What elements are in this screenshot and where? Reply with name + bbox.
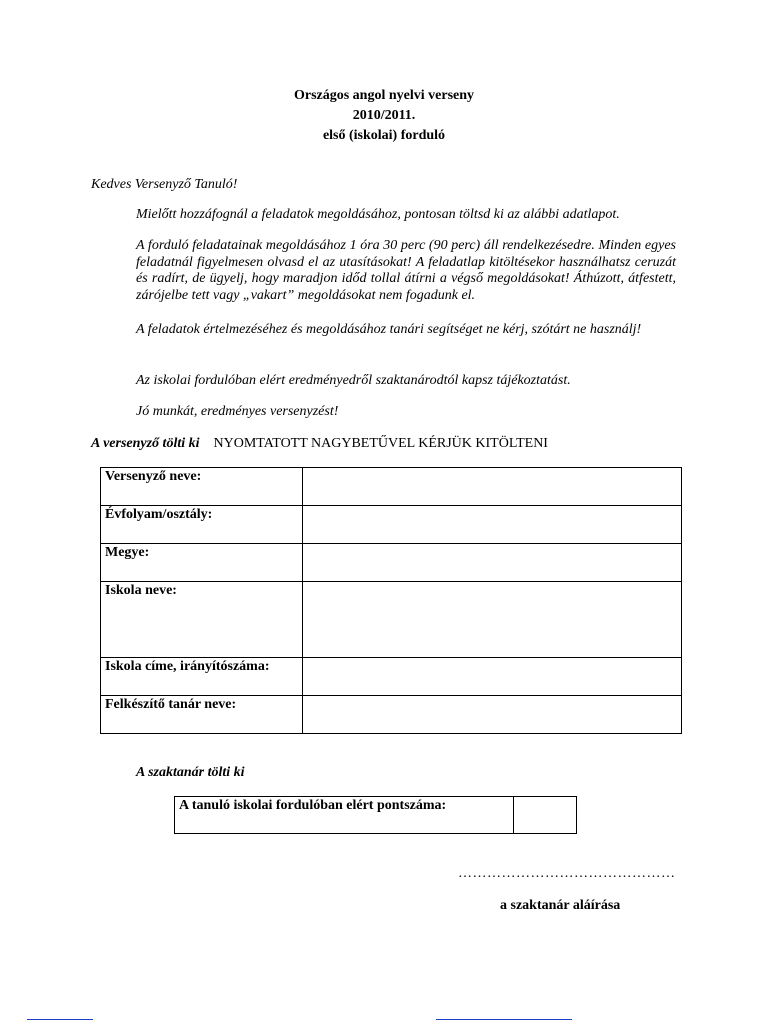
form-row-grade — [101, 506, 682, 544]
score-table — [174, 796, 577, 834]
greeting: Kedves Versenyző Tanuló! — [91, 177, 238, 192]
fill-instruction: NYOMTATOTT NAGYBETŰVEL KÉRJÜK KITÖLTENI — [213, 436, 548, 451]
form-label-name: Versenyző neve: — [101, 468, 303, 506]
instruction-paragraph-2: A forduló feladatainak megoldásához 1 óra 30 perc (90 perc) áll rendelkezésedre. Minden egyes feladatnál figyelmesen olvasd el az utasításokat! A feladatlap kitöltésekor használhatsz ceruzát és radírt, de ügyelj, hogy maradjon időd tollal átírni a végső megoldásokat! Áthúzott, átfestett, zárójelbe tett vagy „vakart” megoldásokat nem fogadunk el. — [136, 238, 676, 303]
form-field-name[interactable] — [303, 468, 682, 506]
form-label-teacher: Felkészítő tanár neve: — [101, 696, 303, 734]
student-section-label: A versenyző tölti ki — [91, 436, 200, 451]
student-data-form — [100, 467, 682, 734]
document-title: Országos angol nyelvi verseny — [293, 88, 475, 103]
footer-link-line-left — [27, 1019, 93, 1020]
signature-caption: a szaktanár aláírása — [500, 898, 621, 913]
form-field-teacher[interactable] — [303, 696, 682, 734]
form-field-school[interactable] — [303, 582, 682, 658]
form-field-county[interactable] — [303, 544, 682, 582]
form-row-teacher — [101, 696, 682, 734]
instruction-paragraph-3: A feladatok értelmezéséhez és megoldásához tanári segítséget ne kérj, szótárt ne használj! — [136, 322, 642, 337]
form-label-county: Megye: — [101, 544, 303, 582]
form-label-grade: Évfolyam/osztály: — [101, 506, 303, 544]
form-field-address[interactable] — [303, 658, 682, 696]
school-year: 2010/2011. — [352, 108, 416, 123]
round-name: első (iskolai) forduló — [322, 128, 446, 143]
form-row-county — [101, 544, 682, 582]
score-label: A tanuló iskolai fordulóban elért pontszáma: — [175, 797, 514, 834]
form-field-grade[interactable] — [303, 506, 682, 544]
instruction-paragraph-1: Mielőtt hozzáfognál a feladatok megoldásához, pontosan töltsd ki az alábbi adatlapot. — [136, 207, 620, 222]
teacher-section-label: A szaktanár tölti ki — [136, 765, 245, 780]
form-row-address — [101, 658, 682, 696]
form-label-school: Iskola neve: — [101, 582, 303, 658]
footer-link-line-right — [436, 1019, 572, 1020]
instruction-paragraph-4: Az iskolai fordulóban elért eredményedről szaktanárodtól kapsz tájékoztatást. — [136, 373, 571, 388]
instruction-paragraph-5: Jó munkát, eredményes versenyzést! — [136, 404, 339, 419]
form-row-name — [101, 468, 682, 506]
student-section-heading — [91, 436, 548, 452]
signature-line: ……………………………………… — [458, 866, 676, 881]
form-label-address: Iskola címe, irányítószáma: — [101, 658, 303, 696]
form-row-school — [101, 582, 682, 658]
score-field[interactable] — [514, 797, 577, 834]
score-row — [175, 797, 577, 834]
